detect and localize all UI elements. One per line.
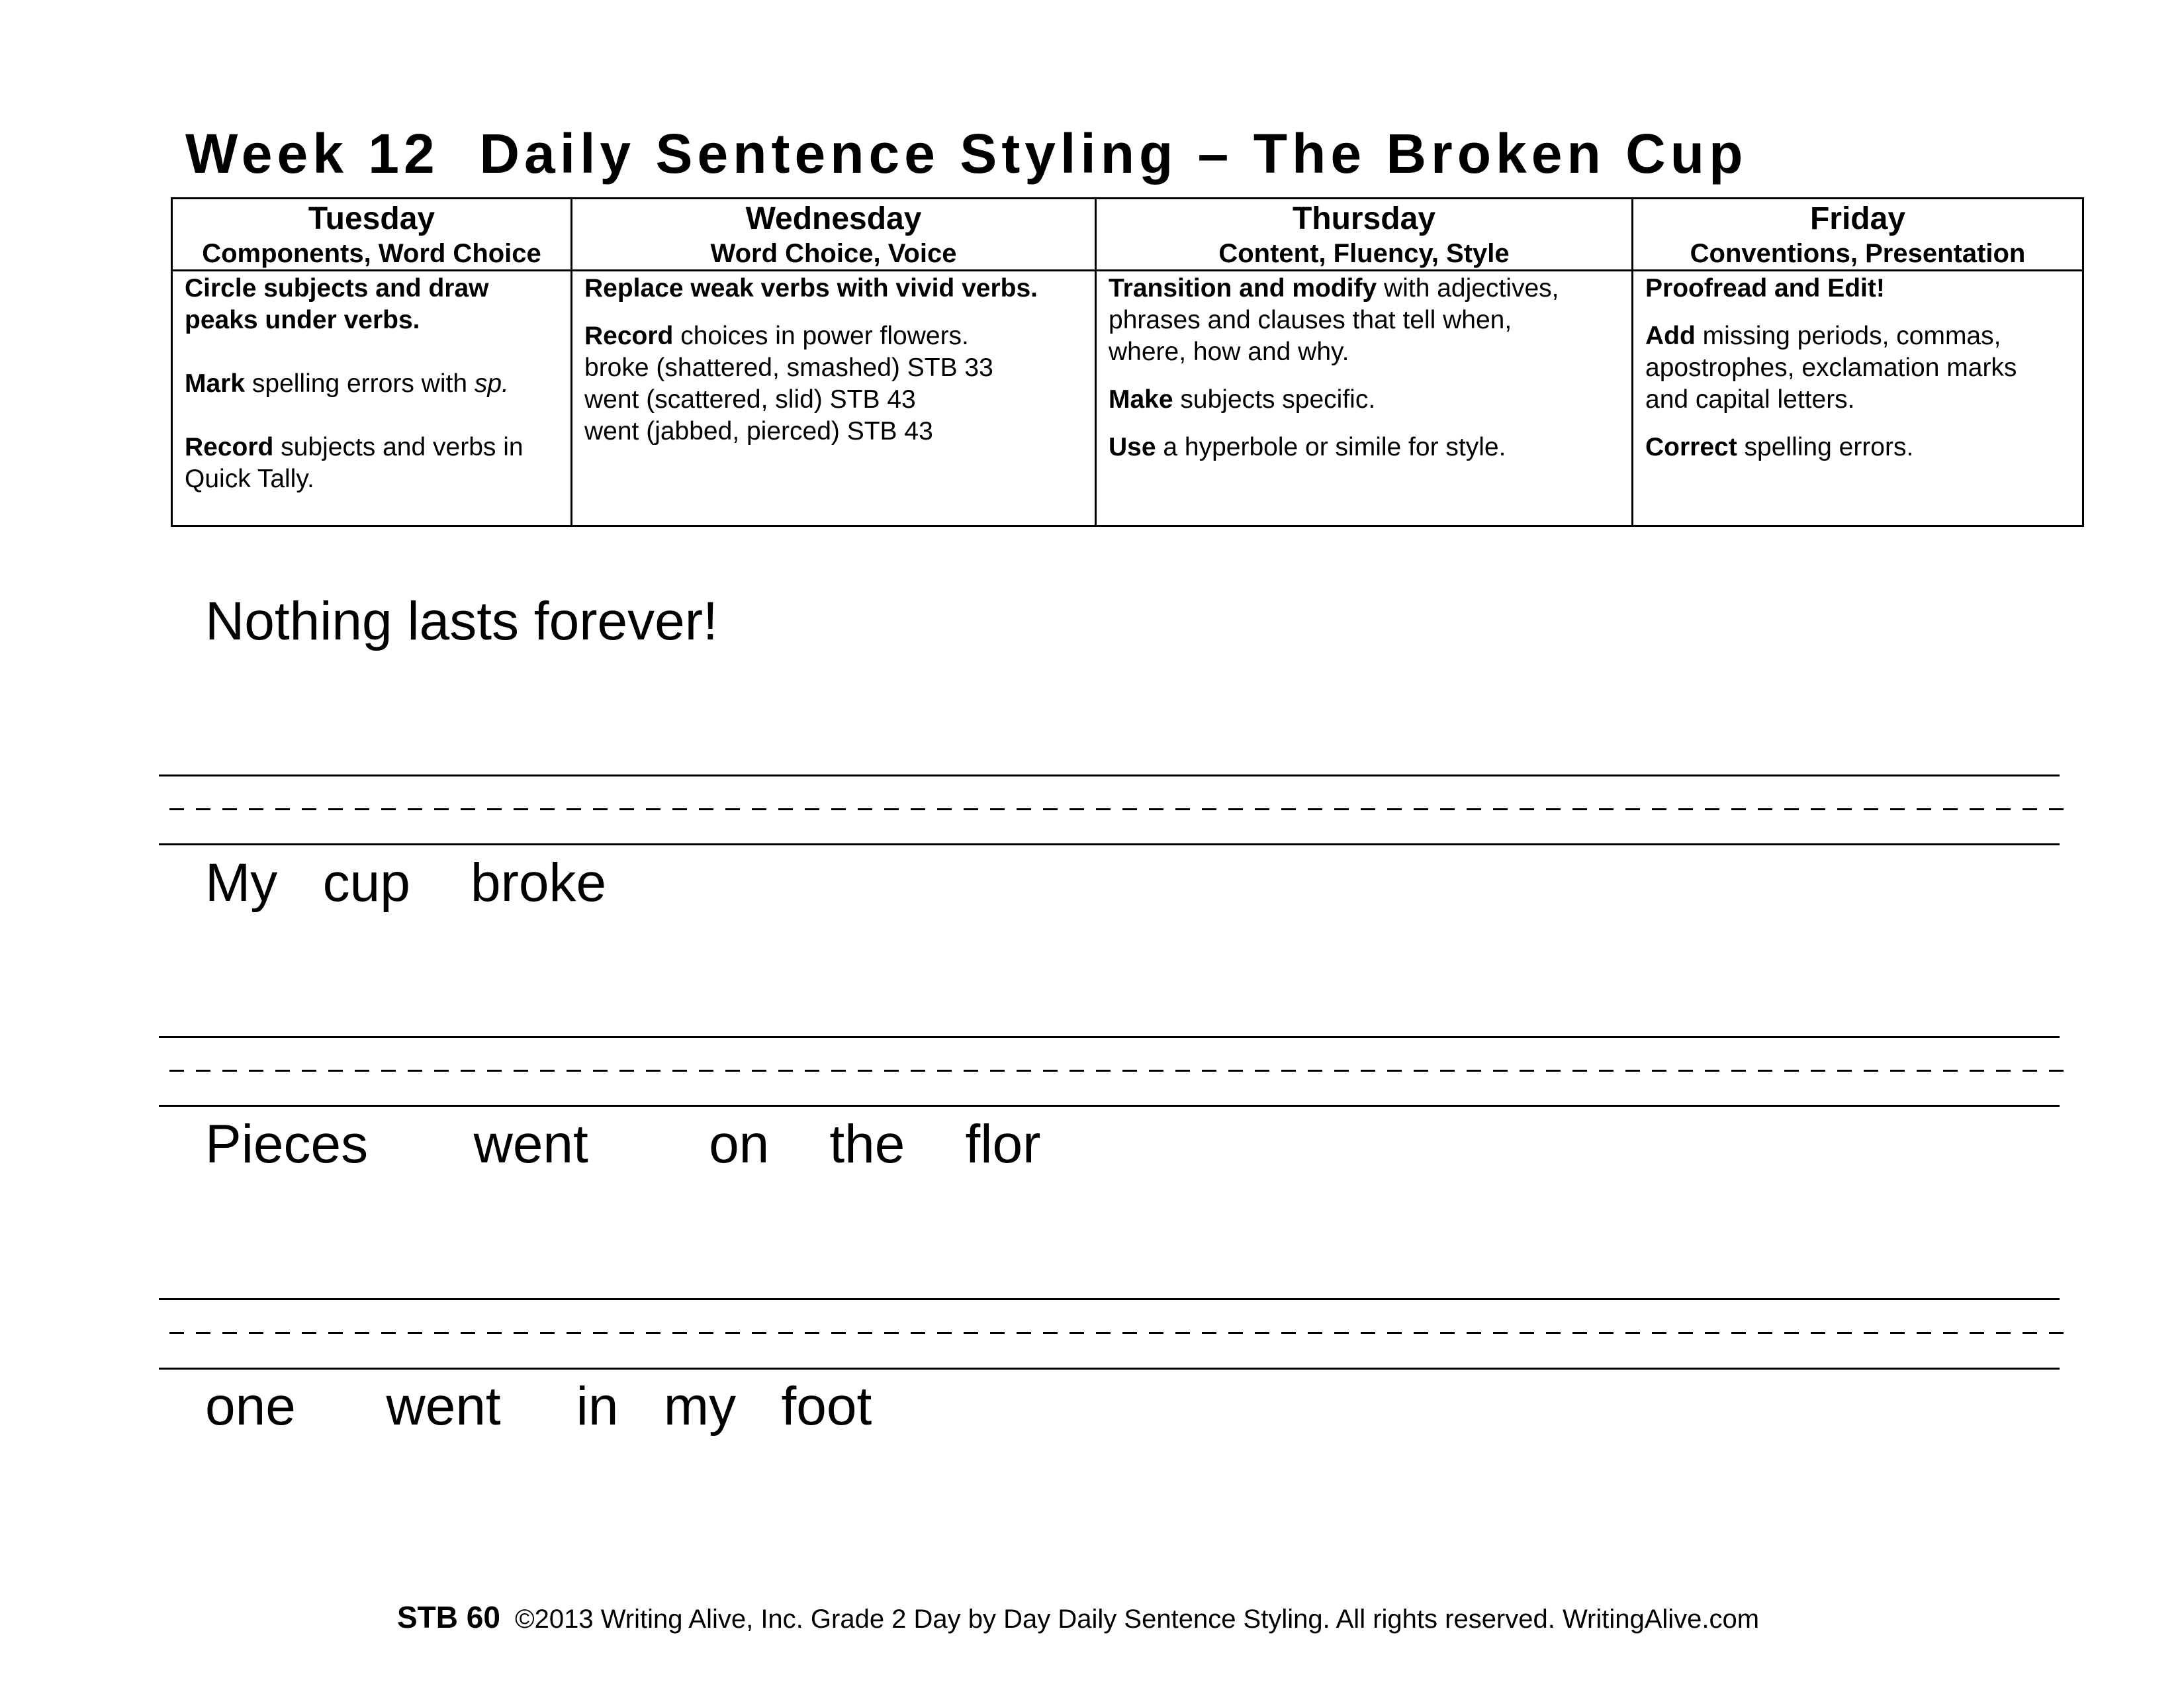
instruction-text: and capital letters. bbox=[1645, 385, 1855, 414]
friday-instructions bbox=[1633, 271, 2083, 526]
writing-line-midline bbox=[169, 1332, 2070, 1334]
writing-line-midline bbox=[169, 1070, 2070, 1072]
instruction-text: a hyperbole or simile for style. bbox=[1156, 433, 1506, 461]
day-name: Tuesday bbox=[308, 201, 435, 236]
keyword: Transition and modify bbox=[1109, 274, 1377, 303]
instruction-text: with adjectives, bbox=[1377, 274, 1559, 303]
footer bbox=[397, 1602, 1759, 1632]
weekly-instructions-table bbox=[171, 197, 2084, 527]
instruction-text: peaks under verbs. bbox=[185, 306, 420, 334]
writing-line-top bbox=[159, 774, 2060, 776]
instruction-text: spelling errors. bbox=[1737, 433, 1914, 461]
instruction-text: apostrophes, exclamation marks bbox=[1645, 353, 2017, 382]
instruction-text: Replace weak verbs with vivid verbs. bbox=[584, 274, 1038, 303]
writing-line-base bbox=[159, 843, 2060, 845]
verb-choice: broke (shattered, smashed) STB 33 bbox=[584, 353, 993, 382]
header-friday bbox=[1633, 199, 2083, 271]
instruction-text: spelling errors with bbox=[245, 369, 475, 398]
instruction-text: where, how and why. bbox=[1109, 338, 1349, 366]
thursday-instructions bbox=[1096, 271, 1633, 526]
day-focus: Word Choice, Voice bbox=[710, 239, 957, 268]
wednesday-instructions bbox=[572, 271, 1096, 526]
instruction-text: Proofread and Edit! bbox=[1645, 274, 1885, 303]
verb-choice: went (scattered, slid) STB 43 bbox=[584, 385, 916, 414]
sentence-4: one went in my foot bbox=[205, 1376, 872, 1436]
instruction-text: Quick Tally. bbox=[185, 465, 314, 493]
instruction-text: subjects specific. bbox=[1173, 385, 1376, 414]
keyword: Record bbox=[185, 433, 274, 461]
tuesday-instructions bbox=[172, 271, 572, 526]
copyright-text: ©2013 Writing Alive, Inc. Grade 2 Day by Day Daily Sentence Styling. All rights reserved. WritingAlive.com bbox=[500, 1605, 1760, 1634]
keyword: Add bbox=[1645, 322, 1696, 350]
day-focus: Conventions, Presentation bbox=[1690, 239, 2026, 268]
table-header-row bbox=[172, 199, 2083, 271]
instruction-text: Circle subjects and draw bbox=[185, 274, 489, 303]
instruction-text: choices in power flowers. bbox=[673, 322, 969, 350]
instruction-text: subjects and verbs in bbox=[273, 433, 523, 461]
table-body-row bbox=[172, 271, 2083, 526]
sentence-3: Pieces went on the flor bbox=[205, 1114, 1041, 1174]
writing-line-top bbox=[159, 1036, 2060, 1038]
writing-line-base bbox=[159, 1368, 2060, 1370]
verb-choice: went (jabbed, pierced) STB 43 bbox=[584, 417, 933, 445]
header-wednesday bbox=[572, 199, 1096, 271]
sentence-2: My cup broke bbox=[205, 853, 607, 913]
instruction-text: sp. bbox=[474, 369, 509, 398]
keyword: Mark bbox=[185, 369, 246, 398]
header-tuesday bbox=[172, 199, 572, 271]
keyword: Correct bbox=[1645, 433, 1737, 461]
day-name: Wednesday bbox=[745, 201, 922, 236]
day-name: Friday bbox=[1809, 201, 1906, 236]
keyword: Use bbox=[1109, 433, 1156, 461]
writing-line-midline bbox=[169, 808, 2070, 810]
page-title: Week 12 Daily Sentence Styling – The Broken Cup bbox=[185, 122, 1748, 185]
writing-line-base bbox=[159, 1105, 2060, 1107]
writing-line-top bbox=[159, 1298, 2060, 1300]
day-focus: Components, Word Choice bbox=[202, 239, 541, 268]
instruction-text: phrases and clauses that tell when, bbox=[1109, 306, 1512, 334]
day-focus: Content, Fluency, Style bbox=[1218, 239, 1510, 268]
page-code: STB 60 bbox=[397, 1600, 500, 1634]
keyword: Record bbox=[584, 322, 674, 350]
header-thursday bbox=[1096, 199, 1633, 271]
keyword: Make bbox=[1109, 385, 1173, 414]
sentence-1: Nothing lasts forever! bbox=[205, 591, 718, 651]
instruction-text: missing periods, commas, bbox=[1695, 322, 2001, 350]
day-name: Thursday bbox=[1292, 201, 1436, 236]
